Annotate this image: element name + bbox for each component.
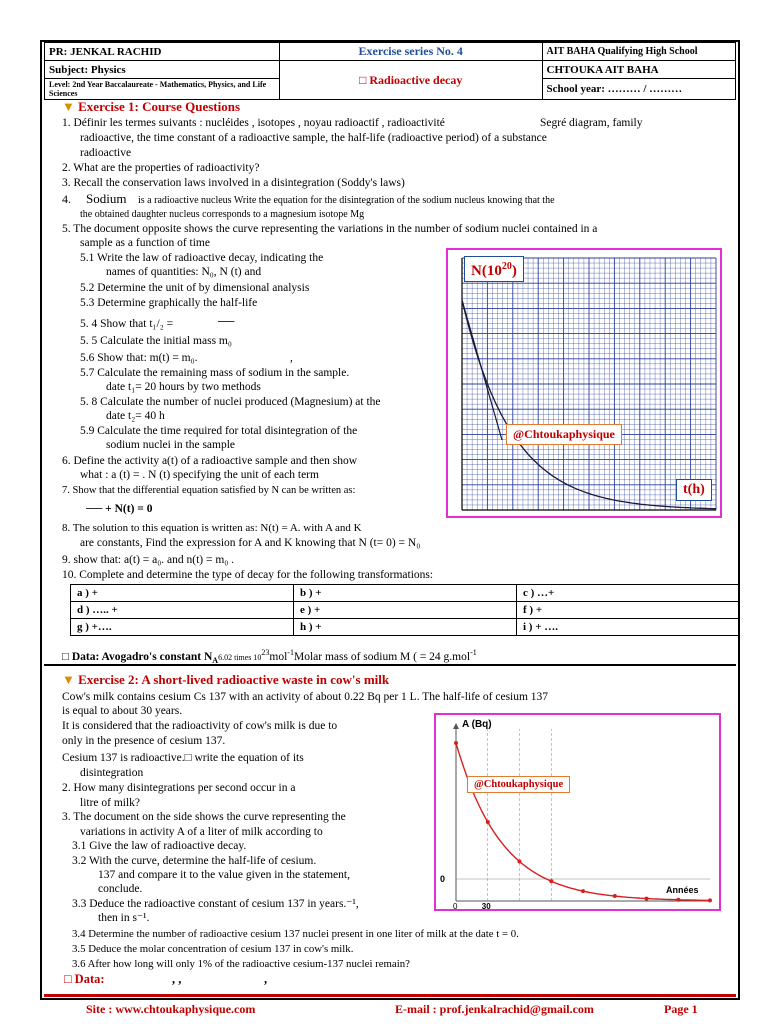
ex2-q3-5: 3.5 Deduce the molar concentration of cesium 137 in cow's milk. [72,943,354,955]
data-point [581,889,585,893]
level: Level: 2nd Year Baccalaureate - Mathematics, Physics, and Life Sciences [45,79,280,100]
y-axis-arrow [453,723,459,729]
data-point [613,894,617,898]
q8-line2: are constants, Find the expression for A and K knowing that N (t= 0) = N₀ [80,537,421,549]
data-point [676,898,680,902]
q7-equation: ── + N(t) = 0 [86,503,153,515]
ex1-data: □ Data: Avogadro's constant $N_A6.02$ times $10^{23}mol^{-1}Molar$ mass of sodium M ( = 24 g.mol$^{-1}$ [62,648,477,666]
q5-9: 5.9 Calculate the time required for total disintegration of the [80,425,358,437]
ex2-q3-2b: 137 and compare it to the value given in the statement, [98,869,350,881]
q5-4-fraction: ── [218,316,235,328]
decay-cell: g ) +…. [71,619,294,636]
sodium-chart [446,248,722,518]
q1: 1. Définir les termes suivants : nucléides , isotopes , noyau radioactif , radioactivité [62,117,445,129]
separator [44,664,736,666]
q5-8: 5. 8 Calculate the number of nuclei produced (Magnesium) at the [80,396,381,408]
chart2-watermark: @Chtoukaphysique [467,776,570,793]
chart1-ylabel: $N(10^{20})$ [464,256,524,282]
q4-num: 4. [62,192,71,206]
ex2-q1: Cesium 137 is radioactive.□ write the equation of its [62,752,304,764]
decay-cell: e ) + [294,602,517,619]
school-name: AIT BAHA Qualifying High School [542,43,735,61]
chart1-xlabel: t(h) [676,479,712,501]
ex2-q3-3: 3.3 Deduce the radioactive constant of cesium 137 in years.⁻¹, [72,898,359,910]
data-point [645,897,649,901]
footer-site[interactable]: Site : www.chtoukaphysique.com [86,1002,256,1016]
town: CHTOUKA AIT BAHA [542,61,735,79]
q4-sodium: Sodium [86,191,127,206]
q5-7b: date t₁= 20 hours by two methods [106,381,261,393]
ex2-intro4: only in the presence of cesium 137. [62,735,226,747]
q7: 7. Show that the differential equation satisfied by N can be written as: [62,485,356,496]
data-point [486,820,490,824]
ex2-q3: 3. The document on the side shows the curve representing the [62,811,346,823]
ex2-data-comma: , [264,972,268,986]
q5-7: 5.7 Calculate the remaining mass of sodium in the sample. [80,367,350,379]
tangent-line [462,300,502,440]
q1-cont: Segré diagram, family [540,117,643,129]
q5-2: 5.2 Determine the unit of by dimensional analysis [80,282,310,294]
decay-cell: a ) + [71,585,294,602]
ex2-q3-2: 3.2 With the curve, determine the half-life of cesium. [72,855,317,867]
ex2-q3-4: 3.4 Determine the number of radioactive cesium 137 nuclei present in one liter of milk at the date t = 0. [72,928,519,940]
q2: 2. What are the properties of radioactivity? [62,162,260,174]
teacher-name: PR: JENKAL RACHID [45,43,280,61]
ex2-q3-6: 3.6 After how long will only 1% of the radioactive cesium-137 nuclei remain? [72,958,410,970]
decay-cell: i ) + …. [517,619,740,636]
exercise1-title: ▼ Exercise 1: Course Questions [62,99,241,114]
series-title: Exercise series No. 4 [279,43,542,61]
q6-line2: what : a (t) = . N (t) specifying the unit of each term [80,469,319,481]
ex2-q3-1: 3.1 Give the law of radioactive decay. [72,840,247,852]
q5-5: 5. 5 Calculate the initial mass m₀ [80,335,232,347]
q5-4: 5. 4 Show that t₁/₂ = [80,318,174,330]
decay-cell: c ) …+ [517,585,740,602]
y-zero-label: 0 [440,874,446,884]
ex2-q2b: litre of milk? [80,797,141,809]
exercise2-title: ▼ Exercise 2: A short-lived radioactive waste in cow's milk [62,672,390,687]
ex2-data-commas: , , [172,972,182,986]
decay-table [70,584,740,636]
activity-curve [456,743,710,900]
q5-9b: sodium nuclei in the sample [106,439,236,451]
data-point [518,860,522,864]
ex2-intro2: is equal to about 30 years. [62,705,183,717]
q1-line3: radioactive [80,147,132,159]
decay-cell: b ) + [294,585,517,602]
header-table [44,42,736,100]
footer-email[interactable]: E-mail : prof.jenkalrachid@gmail.com [395,1002,594,1016]
ex2-intro3: It is considered that the radioactivity of cow's milk is due to [62,720,338,732]
school-year: School year: ……… / ……… [542,79,735,100]
q5: 5. The document opposite shows the curve representing the variations in the number of sodium nuclei contained in a [62,223,598,235]
q4-text: is a radioactive nucleus Write the equation for the disintegration of the sodium nucleus knowing that the [138,195,555,206]
q5-8b: date t₂= 40 h [106,410,165,422]
q5-6: 5.6 Show that: m(t) = m₀. [80,352,198,364]
data-point [708,898,712,902]
ex2-data: □ Data: [64,972,105,986]
ex2-q1b: disintegration [80,767,144,779]
q5-6-comma: , [290,352,293,364]
decay-cell: h ) + [294,619,517,636]
sodium-chart-svg [448,250,720,516]
q9: 9. show that: a(t) = a₀. and n(t) = m₀ . [62,554,235,566]
cesium-chart [434,713,721,911]
ex2-intro: Cow's milk contains cesium Cs 137 with an activity of about 0.22 Bq per 1 L. The half-life of cesium 137 [62,691,549,703]
x-zero-label: 0 [453,902,458,909]
footer-page: Page 1 [664,1002,698,1016]
q5-1b: names of quantities: N₀, N (t) and [106,266,262,278]
data-point [549,879,553,883]
chart1-watermark: @Chtoukaphysique [506,424,622,445]
subject: Subject: Physics [45,61,280,79]
cesium-chart-svg [436,715,719,909]
q8: 8. The solution to this equation is written as: N(t) = A. with A and K [62,522,362,534]
footer-rule [44,994,736,997]
decay-cell: f ) + [517,602,740,619]
q1-line2: radioactive, the time constant of a radioactive sample, the half-life (radioactive period) of a substance [80,132,547,144]
ex2-q2: 2. How many disintegrations per second occur in a [62,782,296,794]
q5-line2: sample as a function of time [80,237,210,249]
x-tick-label: 30 [481,902,491,909]
ex2-q3b: variations in activity A of a liter of milk according to [80,826,323,838]
topic: □ Radioactive decay [279,61,542,100]
data-point [454,741,458,745]
q5-1: 5.1 Write the law of radioactive decay, indicating the [80,252,324,264]
q10: 10. Complete and determine the type of decay for the following transformations: [62,569,434,581]
ex2-q3-3b: then in s⁻¹. [98,912,150,924]
decay-cell: d ) ….. + [71,602,294,619]
q3: 3. Recall the conservation laws involved in a disintegration (Soddy's laws) [62,177,405,189]
q4-text2: the obtained daughter nucleus corresponds to a magnesium isotope Mg [80,209,365,220]
q5-3: 5.3 Determine graphically the half-life [80,297,258,309]
y-axis-label: A (Bq) [462,719,492,730]
x-axis-label: Années [666,885,699,895]
ex2-q3-2c: conclude. [98,883,143,895]
q6: 6. Define the activity a(t) of a radioactive sample and then show [62,455,358,467]
